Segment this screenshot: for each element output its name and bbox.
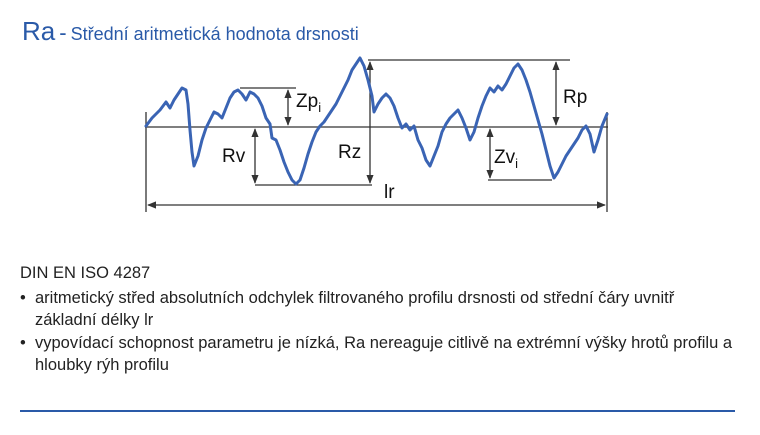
description-list [20,287,740,377]
list-item-text: vypovídací schopnost parametru je nízká, Ra nereaguje citlivě na extrémní výšky hrotů profilu a hloubky rýh profilu [35,333,733,374]
label-zp: $Zp_i$ [296,91,322,115]
bullet-marker: • [20,288,26,307]
label-rv: Rv [222,146,246,167]
list-item-text: aritmetický střed absolutních odchylek filtrovaného profilu drsnosti od střední čáry uvnitř základní délky lr [35,288,675,329]
label-rz: Rz [338,142,362,163]
parameter-symbol: Ra [22,16,56,46]
bottom-divider [20,410,735,412]
label-lr: lr [384,182,395,203]
title-separator: - [59,20,67,45]
label-zv-subscript: i [515,156,518,171]
list-item [20,332,740,377]
parameter-name: Střední aritmetická hodnota drsnosti [70,24,359,44]
label-zv: $Zv_i$ [494,147,518,171]
bullet-marker: • [20,333,26,352]
list-item [20,287,740,332]
roughness-profile [146,58,607,184]
label-zp-subscript: i [318,100,322,115]
label-rp: Rp [563,87,588,108]
standard-reference: DIN EN ISO 4287 [20,264,151,282]
description [20,262,740,377]
